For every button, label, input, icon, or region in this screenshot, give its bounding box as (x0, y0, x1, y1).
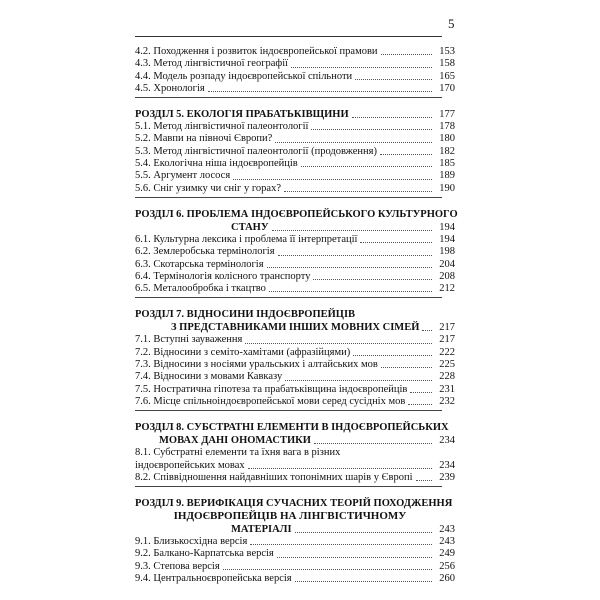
toc-entry-title: 4.2. Походження і розвиток індоєвропейської прамови (135, 46, 378, 57)
toc-entry (135, 46, 455, 58)
toc-entry-title: 5.4. Екологічна ніша індоєвропейців (135, 158, 298, 170)
dot-leader (381, 367, 432, 368)
toc-entry-page: 190 (439, 182, 455, 194)
section-heading-text: МОВАХ ДАНІ ОНОМАСТИКИ (159, 435, 311, 447)
dot-leader (410, 392, 432, 393)
toc-entry (135, 447, 455, 459)
toc-entry (135, 58, 455, 70)
toc-entry (135, 472, 455, 484)
dot-leader (272, 230, 432, 231)
toc-entry-title: 6.1. Культурна лексика і проблема її інтерпретації (135, 233, 358, 245)
section-heading (135, 308, 455, 321)
toc-entry-page: 158 (439, 58, 455, 70)
toc-entry (135, 536, 455, 548)
section-heading (135, 108, 455, 121)
toc-entry-title: 5.5. Аргумент лосося (135, 170, 231, 182)
toc-entry (135, 384, 455, 396)
dot-leader (295, 532, 432, 533)
toc-entry-title: 7.1. Вступні зауваження (135, 334, 243, 346)
toc-entry-title: 4.3. Метод лінгвістичної географії (135, 58, 289, 70)
toc-section (135, 308, 455, 408)
table-of-contents (135, 46, 458, 585)
toc-entry-title: 6.5. Металообробка і ткацтво (135, 283, 266, 295)
page-number: 5 (448, 16, 455, 31)
toc-entry-page: 256 (439, 560, 455, 572)
dot-leader (360, 242, 432, 243)
toc-entry-title: 6.2. Землеробська термінологія (135, 246, 275, 258)
section-heading-continued (135, 523, 455, 536)
dot-leader (267, 267, 432, 268)
toc-entry-title: 4.4. Модель розпаду індоєвропейської спільноти (135, 70, 353, 82)
toc-entry-page: 222 (439, 346, 455, 358)
dot-leader (313, 279, 432, 280)
toc-entry-page: 153 (439, 46, 455, 57)
section-divider (135, 486, 442, 487)
dot-leader (311, 129, 432, 130)
toc-entry-page: 170 (439, 82, 455, 94)
toc-entry (135, 71, 455, 83)
toc-entry (135, 334, 455, 346)
toc-entry-title: 5.6. Сніг узимку чи сніг у горах? (135, 182, 281, 194)
section-heading-text: РОЗДІЛ 5. ЕКОЛОГІЯ ПРАБАТЬКІВЩИНИ (135, 109, 349, 121)
toc-section (135, 497, 455, 585)
dot-leader (278, 255, 432, 256)
section-heading-continued: ІНДОЄВРОПЕЙЦІВ НА ЛІНГВІСТИЧНОМУ (173, 510, 407, 523)
section-heading-text: РОЗДІЛ 9. ВЕРИФІКАЦІЯ СУЧАСНИХ ТЕОРІЙ ПОХОДЖЕННЯ (135, 498, 453, 510)
toc-section (135, 108, 455, 195)
dot-leader (314, 443, 432, 444)
dot-leader (291, 67, 432, 68)
toc-entry (135, 548, 455, 560)
dot-leader (208, 91, 432, 92)
toc-entry (135, 183, 455, 195)
dot-leader (245, 343, 432, 344)
toc-entry-title: 4.5. Хронологія (135, 82, 205, 94)
toc-entry-page: 225 (439, 359, 455, 371)
toc-entry-page: 180 (439, 133, 455, 145)
toc-entry-page: 260 (439, 573, 455, 585)
toc-entry-page: 165 (439, 70, 455, 82)
toc-entry (135, 158, 455, 170)
toc-entry-title: 7.6. Місце спільноіндоєвропейської мови серед сусідніх мов (135, 395, 406, 407)
toc-entry-page: 178 (439, 121, 455, 133)
toc-entry-page: 194 (439, 233, 455, 245)
toc-entry-page: 228 (439, 371, 455, 383)
dot-leader (233, 179, 432, 180)
toc-entry-title: 7.5. Ностратична гіпотеза та прабатьківщина індоєвропейців (135, 383, 408, 395)
section-divider (135, 97, 442, 98)
toc-entry-title: 7.3. Відносини з носіями уральських і алтайських мов (135, 359, 378, 371)
toc-entry-page: 204 (439, 258, 455, 270)
dot-leader (295, 581, 432, 582)
toc-entry-title: 7.2. Відносини з семіто-хамітами (афразійцями) (135, 346, 351, 358)
toc-entry-title: 6.4. Термінологія колісного транспорту (135, 270, 311, 282)
toc-entry (135, 170, 455, 182)
toc-entry (135, 259, 455, 271)
dot-leader (352, 117, 432, 118)
toc-entry-title: 8.2. Співвідношення найдавніших топонімних шарів у Європі (135, 471, 413, 483)
section-divider (135, 297, 442, 298)
section-heading (135, 421, 455, 434)
toc-entry-title: 9.2. Балкано-Карпатська версія (135, 548, 274, 560)
toc-entry (135, 246, 455, 258)
toc-entry-page: 249 (439, 548, 455, 560)
toc-entry-page: 243 (439, 536, 455, 548)
toc-entry-page: 212 (439, 283, 455, 295)
sections (135, 108, 458, 585)
toc-entry-page: 232 (439, 395, 455, 407)
toc-entry-title: 7.4. Відносини з мовами Кавказу (135, 371, 283, 383)
toc-entry-page: 217 (439, 334, 455, 346)
intro-items (135, 46, 455, 98)
toc-entry (135, 283, 455, 295)
toc-entry-page: 239 (439, 471, 455, 483)
toc-section (135, 208, 458, 295)
dot-leader (353, 355, 432, 356)
dot-leader (275, 142, 432, 143)
dot-leader (355, 79, 432, 80)
dot-leader (422, 330, 432, 331)
section-divider (135, 410, 442, 411)
dot-leader (416, 480, 432, 481)
section-page: 217 (439, 322, 455, 334)
toc-entry (135, 460, 455, 472)
toc-entry-page: 234 (439, 459, 455, 471)
toc-entry-page: 208 (439, 270, 455, 282)
dot-leader (277, 557, 432, 558)
section-heading-text: РОЗДІЛ 7. ВІДНОСИНИ ІНДОЄВРОПЕЙЦІВ (135, 309, 356, 321)
toc-entry (135, 146, 455, 158)
toc-entry-title: 9.4. Центральноєвропейська версія (135, 573, 292, 585)
toc-entry (135, 121, 455, 133)
toc-entry-title: 5.2. Мавпи на півночі Європи? (135, 133, 273, 145)
dot-leader (248, 468, 432, 469)
toc-entry-title: 6.3. Скотарська термінологія (135, 258, 264, 270)
dot-leader (301, 166, 432, 167)
dot-leader (285, 380, 432, 381)
toc-entry-title: 9.1. Близькосхідна версія (135, 536, 248, 548)
toc-section (135, 421, 455, 484)
section-page: 194 (439, 221, 455, 233)
dot-leader (408, 404, 432, 405)
section-heading-text: МАТЕРІАЛІ (231, 524, 292, 536)
section-heading-text: СТАНУ (231, 221, 269, 233)
dot-leader (381, 54, 432, 55)
section-heading-text: РОЗДІЛ 6. ПРОБЛЕМА ІНДОЄВРОПЕЙСЬКОГО КУЛЬТУРНОГО (135, 208, 458, 220)
section-heading-text: РОЗДІЛ 8. СУБСТРАТНІ ЕЛЕМЕНТИ В ІНДОЄВРОПЕЙСЬКИХ (135, 422, 449, 434)
toc-entry-title: 8.1. Субстратні елементи та їхня вага в різних (135, 447, 341, 459)
dot-leader (269, 291, 432, 292)
toc-entry-title: 9.3. Степова версія (135, 560, 220, 572)
toc-entry-page: 185 (439, 158, 455, 170)
toc-entry-title: індоєвропейських мовах (135, 459, 245, 471)
section-heading-continued (135, 434, 455, 447)
dot-leader (380, 154, 432, 155)
toc-entry-page: 198 (439, 246, 455, 258)
section-heading-continued (135, 321, 455, 334)
section-divider (135, 197, 442, 198)
toc-entry (135, 133, 455, 145)
header-rule (135, 36, 442, 37)
toc-entry-page: 182 (439, 145, 455, 157)
toc-entry (135, 359, 455, 371)
section-heading (135, 208, 458, 221)
section-heading (135, 497, 455, 510)
toc-entry-page: 189 (439, 170, 455, 182)
section-page: 177 (439, 109, 455, 121)
toc-entry (135, 234, 455, 246)
toc-entry (135, 347, 455, 359)
dot-leader (223, 569, 432, 570)
toc-entry (135, 83, 455, 95)
toc-entry (135, 396, 455, 408)
toc-entry-title: 5.3. Метод лінгвістичної палеонтології (продовження) (135, 145, 377, 157)
toc-entry (135, 561, 455, 573)
dot-leader (284, 191, 432, 192)
toc-entry (135, 573, 455, 585)
section-page: 234 (439, 435, 455, 447)
toc-entry (135, 371, 455, 383)
section-heading-text: З ПРЕДСТАВНИКАМИ ІНШИХ МОВНИХ СІМЕЙ (171, 322, 420, 334)
section-page: 243 (439, 524, 455, 536)
dot-leader (250, 544, 432, 545)
section-heading-continued (135, 221, 455, 234)
toc-entry-page: 231 (439, 383, 455, 395)
toc-entry-title: 5.1. Метод лінгвістичної палеонтології (135, 121, 309, 133)
toc-entry (135, 271, 455, 283)
